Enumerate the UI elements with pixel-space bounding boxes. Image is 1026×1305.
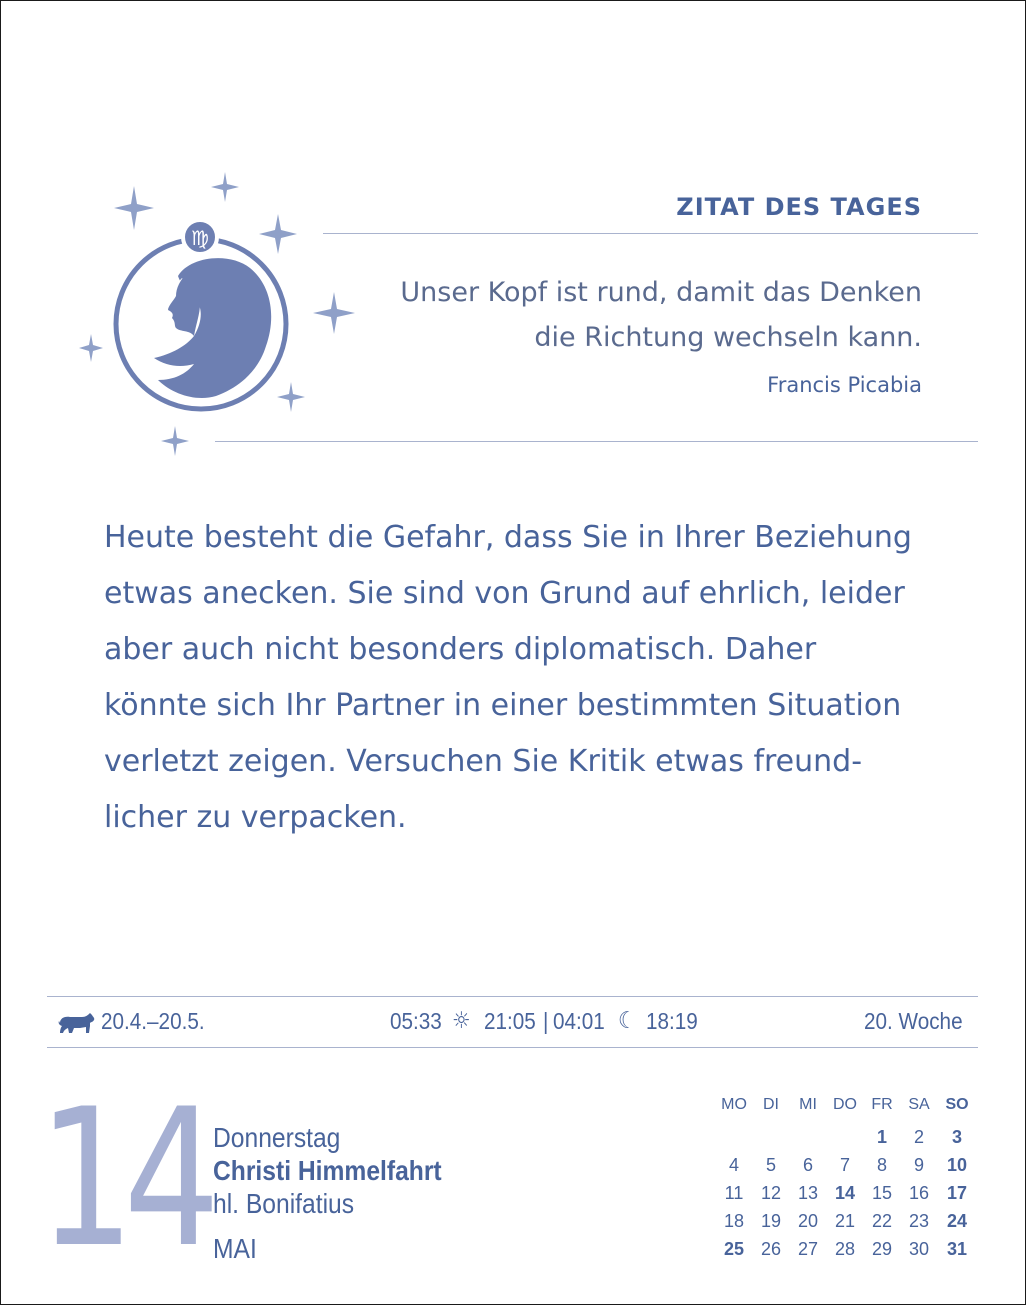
horoscope-text [104,510,964,846]
calendar-day: 13 [797,1183,819,1203]
calendar-day: 30 [908,1239,930,1259]
virgo-woman-icon [154,258,271,398]
horoscope-line: aber auch nicht besonders diplomatisch. Daher [104,632,817,667]
calendar-day: 29 [871,1239,893,1259]
calendar-day: 19 [760,1211,782,1231]
quote-top-divider [323,233,978,234]
calendar-header-fr: FR [871,1096,893,1113]
calendar-day: 17 [946,1183,968,1203]
calendar-day: 6 [802,1155,813,1175]
day-number: 14 [38,1068,210,1289]
calendar-day: 26 [760,1239,782,1259]
saint-name: hl. Bonifatius [213,1188,355,1219]
calendar-day: 3 [951,1127,962,1147]
moonrise-time: 04:01 [553,1008,605,1034]
calendar-day: 20 [797,1211,819,1231]
calendar-day: 7 [839,1155,850,1175]
calendar-header-do: DO [833,1096,857,1113]
calendar-header-di: DI [763,1096,779,1113]
week-number: 20. Woche [864,1008,963,1034]
calendar-day: 11 [724,1183,744,1203]
bull-icon [56,1011,96,1035]
horoscope-line: Heute besteht die Gefahr, dass Sie in Ihrer Beziehung [104,520,912,555]
calendar-day: 2 [913,1127,924,1147]
moon-icon: ☾ [618,1008,637,1034]
calendar-day: 28 [834,1239,856,1259]
calendar-day: 18 [723,1211,745,1231]
sunset-time: 21:05 [484,1008,536,1034]
calendar-day: 21 [834,1211,856,1231]
quote-text-line-1: Unser Kopf ist rund, damit das Denken [400,277,922,308]
calendar-day: 9 [913,1155,924,1175]
info-bar-bottom-divider [47,1047,978,1048]
horoscope-line: verletzt zeigen. Versuchen Sie Kritik etwas freund- [104,744,863,779]
month-name: MAI [213,1233,257,1264]
calendar-header-mi: MI [799,1096,817,1113]
calendar-day: 24 [946,1211,968,1231]
calendar-day: 10 [946,1155,968,1175]
calendar-day: 16 [908,1183,930,1203]
quote-heading: ZITAT DES TAGES [676,193,922,221]
calendar-day: 1 [876,1127,887,1147]
calendar-day: 15 [871,1183,893,1203]
calendar-day: 22 [871,1211,893,1231]
quote-bottom-divider [215,441,978,442]
weekday: Donnerstag [213,1122,341,1153]
quote-text-line-2: die Richtung wechseln kann. [534,322,922,353]
virgo-sign-illustration [70,168,370,468]
calendar-day: 14 [834,1183,856,1203]
info-bar-top-divider [47,996,978,997]
calendar-day: 4 [728,1155,739,1175]
holiday-name: Christi Himmelfahrt [213,1155,442,1186]
zodiac-date-range: 20.4.–20.5. [101,1008,205,1034]
sunrise-time: 05:33 [390,1008,442,1034]
horoscope-line: etwas anecken. Sie sind von Grund auf ehrlich, leider [104,576,905,611]
calendar-day: 31 [946,1239,968,1259]
calendar-header-so: SO [945,1096,969,1113]
info-separator: | [543,1008,549,1034]
sun-icon: ☼ [452,1008,471,1034]
calendar-day: 27 [797,1239,819,1259]
quote-author: Francis Picabia [767,373,922,397]
calendar-header-mo: MO [721,1096,747,1113]
horoscope-line: könnte sich Ihr Partner in einer bestimmten Situation [104,688,902,723]
calendar-day: 23 [908,1211,930,1231]
moonset-time: 18:19 [646,1008,698,1034]
calendar-header-sa: SA [908,1096,930,1113]
calendar-day: 12 [760,1183,782,1203]
calendar-day: 25 [723,1239,745,1259]
calendar-day: 8 [876,1155,887,1175]
horoscope-line: licher zu verpacken. [104,800,407,835]
calendar-day: 5 [765,1155,776,1175]
virgo-symbol-icon: ♍ [191,226,209,250]
